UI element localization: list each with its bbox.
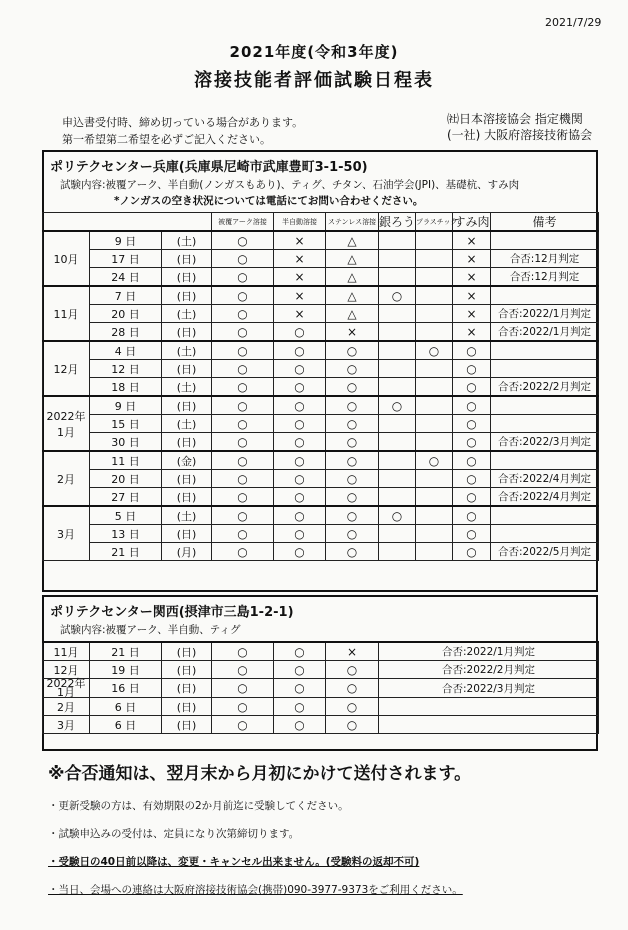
availability-cell: ○ xyxy=(274,525,326,543)
kansai-title: ポリテクセンター関西(摂津市三島1-2-1) xyxy=(50,605,294,620)
hyogo-nongas-note: *ノンガスの空き状況については電話にてお問い合わせください。 xyxy=(114,195,424,207)
availability-cell: ○ xyxy=(379,286,416,305)
day-of-week: (土) xyxy=(162,231,212,250)
header-spacer xyxy=(43,213,212,232)
exam-day: 13 日 xyxy=(90,525,162,543)
column-header: プラスチック xyxy=(416,213,453,232)
availability-cell: × xyxy=(326,323,379,342)
availability-cell xyxy=(416,286,453,305)
availability-cell: ○ xyxy=(453,506,491,525)
table-row xyxy=(43,268,599,287)
availability-cell xyxy=(379,525,416,543)
availability-cell: △ xyxy=(326,231,379,250)
availability-cell: ○ xyxy=(274,323,326,342)
day-of-week: (日) xyxy=(162,250,212,268)
availability-cell xyxy=(379,378,416,397)
availability-cell xyxy=(416,231,453,250)
availability-cell: ○ xyxy=(453,341,491,360)
availability-cell xyxy=(379,470,416,488)
footer-cancellation-note: ・受験日の40日前以降は、変更・キャンセル出来ません。(受験料の返却不可) xyxy=(48,856,420,868)
exam-day: 11 日 xyxy=(90,451,162,470)
footer-contact-note: ・当日、会場への連絡は大阪府溶接技術協会(携帯)090-3977-9373をご利用ください。 xyxy=(48,884,463,896)
availability-cell: ○ xyxy=(326,396,379,415)
remark-cell xyxy=(491,451,599,470)
day-of-week: (日) xyxy=(162,396,212,415)
table-row xyxy=(43,470,599,488)
availability-cell: ○ xyxy=(274,341,326,360)
hyogo-exam-content: 試験内容:被覆アーク、半自動(ノンガスもあり)、ティグ、チタン、石油学会(JPI)、基礎杭、すみ肉 xyxy=(60,179,520,191)
availability-cell: ○ xyxy=(453,378,491,397)
day-of-week: (日) xyxy=(162,642,212,661)
availability-cell: ○ xyxy=(212,642,274,661)
table-row xyxy=(43,323,599,342)
availability-cell: ○ xyxy=(274,488,326,507)
day-of-week: (土) xyxy=(162,378,212,397)
availability-cell: ○ xyxy=(212,305,274,323)
availability-cell: × xyxy=(274,305,326,323)
availability-cell: ○ xyxy=(212,506,274,525)
availability-cell: ○ xyxy=(326,698,379,716)
availability-cell: ○ xyxy=(326,716,379,734)
availability-cell: ○ xyxy=(274,543,326,561)
table-row xyxy=(43,415,599,433)
availability-cell xyxy=(416,250,453,268)
availability-cell: ○ xyxy=(453,433,491,452)
remark-cell: 合否:12月判定 xyxy=(491,250,599,268)
remark-cell xyxy=(491,286,599,305)
exam-day: 27 日 xyxy=(90,488,162,507)
table-row xyxy=(43,286,599,305)
availability-cell: ○ xyxy=(326,470,379,488)
day-of-week: (日) xyxy=(162,433,212,452)
table-row xyxy=(43,716,599,734)
availability-cell xyxy=(379,415,416,433)
remark-cell: 合否:2022/2月判定 xyxy=(491,378,599,397)
availability-cell: ○ xyxy=(274,451,326,470)
day-of-week: (土) xyxy=(162,305,212,323)
availability-cell: ○ xyxy=(453,488,491,507)
day-of-week: (日) xyxy=(162,661,212,679)
remark-cell xyxy=(379,698,599,716)
availability-cell: △ xyxy=(326,250,379,268)
remark-cell xyxy=(491,341,599,360)
day-of-week: (日) xyxy=(162,268,212,287)
availability-cell xyxy=(416,268,453,287)
table-row xyxy=(43,433,599,452)
remark-cell: 合否:2022/5月判定 xyxy=(491,543,599,561)
availability-cell: ○ xyxy=(326,415,379,433)
remark-cell: 合否:2022/1月判定 xyxy=(491,305,599,323)
day-of-week: (日) xyxy=(162,360,212,378)
availability-cell: ○ xyxy=(326,433,379,452)
day-of-week: (月) xyxy=(162,543,212,561)
column-header: 銀ろう xyxy=(379,213,416,232)
availability-cell: ○ xyxy=(212,679,274,698)
exam-day: 4 日 xyxy=(90,341,162,360)
availability-cell xyxy=(416,323,453,342)
remark-cell xyxy=(491,231,599,250)
availability-cell xyxy=(416,360,453,378)
availability-cell: ○ xyxy=(212,661,274,679)
availability-cell xyxy=(416,305,453,323)
day-of-week: (日) xyxy=(162,698,212,716)
availability-cell: ○ xyxy=(416,341,453,360)
availability-cell: × xyxy=(274,250,326,268)
kansai-section xyxy=(42,595,598,751)
document-date: 2021/7/29 xyxy=(545,16,602,29)
availability-cell xyxy=(379,250,416,268)
availability-cell xyxy=(416,506,453,525)
availability-cell: ○ xyxy=(326,360,379,378)
availability-cell: ○ xyxy=(453,543,491,561)
availability-cell: ○ xyxy=(453,470,491,488)
hyogo-section xyxy=(42,150,598,592)
availability-cell xyxy=(416,488,453,507)
hyogo-schedule-table xyxy=(42,212,599,561)
availability-cell: ○ xyxy=(274,679,326,698)
exam-day: 7 日 xyxy=(90,286,162,305)
table-row xyxy=(43,488,599,507)
availability-cell xyxy=(416,543,453,561)
availability-cell: ○ xyxy=(212,525,274,543)
month-label: 12月 xyxy=(43,661,90,679)
exam-day: 24 日 xyxy=(90,268,162,287)
availability-cell: ○ xyxy=(274,642,326,661)
availability-cell: ○ xyxy=(212,488,274,507)
availability-cell: ○ xyxy=(326,488,379,507)
availability-cell xyxy=(379,341,416,360)
exam-day: 5 日 xyxy=(90,506,162,525)
availability-cell: ○ xyxy=(453,415,491,433)
availability-cell: ○ xyxy=(212,716,274,734)
availability-cell: ○ xyxy=(453,451,491,470)
availability-cell: ○ xyxy=(212,341,274,360)
availability-cell: ○ xyxy=(212,378,274,397)
availability-cell: ○ xyxy=(274,360,326,378)
table-row xyxy=(43,451,599,470)
table-row xyxy=(43,378,599,397)
table-row xyxy=(43,396,599,415)
footer-renewal-note: ・更新受験の方は、有効期限の2か月前迄に受験してください。 xyxy=(48,800,349,812)
footer-deadline-note: ・試験申込みの受付は、定員になり次第締切ります。 xyxy=(48,828,300,840)
availability-cell: ○ xyxy=(379,396,416,415)
column-header: 備考 xyxy=(491,213,599,232)
hyogo-title: ポリテクセンター兵庫(兵庫県尼崎市武庫豊町3-1-50) xyxy=(50,160,368,175)
availability-cell xyxy=(416,396,453,415)
table-row xyxy=(43,231,599,250)
organization-line-1: ㈳日本溶接協会 指定機関 xyxy=(447,112,583,126)
remark-cell: 合否:2022/3月判定 xyxy=(379,679,599,698)
availability-cell: × xyxy=(453,268,491,287)
day-of-week: (日) xyxy=(162,286,212,305)
availability-cell: ○ xyxy=(274,396,326,415)
availability-cell xyxy=(379,360,416,378)
column-header: 半自動溶接 xyxy=(274,213,326,232)
availability-cell: × xyxy=(274,231,326,250)
exam-day: 21 日 xyxy=(90,543,162,561)
availability-cell: ○ xyxy=(212,268,274,287)
result-notice: ※合否通知は、翌月末から月初にかけて送付されます。 xyxy=(48,764,472,784)
remark-cell xyxy=(491,525,599,543)
availability-cell: ○ xyxy=(212,231,274,250)
availability-cell: ○ xyxy=(326,679,379,698)
kansai-exam-content: 試験内容:被覆アーク、半自動、ティグ xyxy=(60,624,241,636)
availability-cell: × xyxy=(453,231,491,250)
availability-cell: × xyxy=(274,286,326,305)
availability-cell: ○ xyxy=(274,470,326,488)
availability-cell: ○ xyxy=(379,506,416,525)
availability-cell xyxy=(379,451,416,470)
exam-day: 9 日 xyxy=(90,231,162,250)
kansai-schedule-table xyxy=(42,641,599,734)
exam-day: 16 日 xyxy=(90,679,162,698)
column-header: ステンレス溶接 xyxy=(326,213,379,232)
remark-cell xyxy=(491,396,599,415)
day-of-week: (日) xyxy=(162,470,212,488)
day-of-week: (土) xyxy=(162,506,212,525)
month-label: 10月 xyxy=(43,231,90,286)
availability-cell: ○ xyxy=(453,525,491,543)
availability-cell xyxy=(379,433,416,452)
exam-day: 6 日 xyxy=(90,716,162,734)
table-row xyxy=(43,698,599,716)
remark-cell: 合否:2022/3月判定 xyxy=(491,433,599,452)
table-row xyxy=(43,661,599,679)
availability-cell xyxy=(416,378,453,397)
availability-cell xyxy=(416,415,453,433)
day-of-week: (日) xyxy=(162,323,212,342)
exam-day: 12 日 xyxy=(90,360,162,378)
availability-cell: ○ xyxy=(274,415,326,433)
availability-cell: ○ xyxy=(212,286,274,305)
month-label: 2022年 1月 xyxy=(43,396,90,451)
exam-day: 20 日 xyxy=(90,305,162,323)
day-of-week: (日) xyxy=(162,525,212,543)
exam-day: 28 日 xyxy=(90,323,162,342)
table-row xyxy=(43,341,599,360)
application-note-1: 申込書受付時、締め切っている場合があります。 xyxy=(62,116,304,129)
table-row xyxy=(43,679,599,698)
availability-cell: △ xyxy=(326,286,379,305)
column-header: すみ肉 xyxy=(453,213,491,232)
availability-cell: ○ xyxy=(326,506,379,525)
table-row xyxy=(43,250,599,268)
availability-cell: ○ xyxy=(326,543,379,561)
remark-cell xyxy=(491,506,599,525)
availability-cell: ○ xyxy=(326,378,379,397)
column-header: 被覆アーク溶接 xyxy=(212,213,274,232)
month-label: 11月 xyxy=(43,286,90,341)
availability-cell: ○ xyxy=(212,396,274,415)
application-note-2: 第一希望第二希望を必ずご記入ください。 xyxy=(62,133,271,146)
day-of-week: (日) xyxy=(162,716,212,734)
remark-cell xyxy=(379,716,599,734)
availability-cell xyxy=(379,543,416,561)
availability-cell: △ xyxy=(326,305,379,323)
availability-cell: ○ xyxy=(274,433,326,452)
availability-cell: ○ xyxy=(274,506,326,525)
availability-cell xyxy=(379,488,416,507)
availability-cell: ○ xyxy=(212,415,274,433)
table-row xyxy=(43,642,599,661)
exam-day: 9 日 xyxy=(90,396,162,415)
exam-day: 6 日 xyxy=(90,698,162,716)
month-label: 3月 xyxy=(43,716,90,734)
exam-day: 18 日 xyxy=(90,378,162,397)
day-of-week: (日) xyxy=(162,679,212,698)
availability-cell: ○ xyxy=(453,396,491,415)
table-row xyxy=(43,360,599,378)
availability-cell xyxy=(379,231,416,250)
month-label: 3月 xyxy=(43,506,90,561)
remark-cell: 合否:12月判定 xyxy=(491,268,599,287)
remark-cell: 合否:2022/4月判定 xyxy=(491,470,599,488)
month-label: 12月 xyxy=(43,341,90,396)
availability-cell: ○ xyxy=(212,433,274,452)
remark-cell: 合否:2022/4月判定 xyxy=(491,488,599,507)
availability-cell: × xyxy=(274,268,326,287)
day-of-week: (日) xyxy=(162,488,212,507)
exam-day: 21 日 xyxy=(90,642,162,661)
page-title: 溶接技能者評価試験日程表 xyxy=(194,70,434,91)
availability-cell xyxy=(416,525,453,543)
availability-cell: × xyxy=(453,323,491,342)
table-row xyxy=(43,525,599,543)
exam-day: 19 日 xyxy=(90,661,162,679)
exam-day: 30 日 xyxy=(90,433,162,452)
availability-cell: × xyxy=(453,250,491,268)
exam-day: 20 日 xyxy=(90,470,162,488)
availability-cell: × xyxy=(326,642,379,661)
availability-cell: ○ xyxy=(274,698,326,716)
availability-cell: ○ xyxy=(274,716,326,734)
availability-cell: ○ xyxy=(212,250,274,268)
table-header-row xyxy=(43,213,599,232)
day-of-week: (土) xyxy=(162,341,212,360)
availability-cell: × xyxy=(453,286,491,305)
availability-cell: ○ xyxy=(326,525,379,543)
remark-cell: 合否:2022/1月判定 xyxy=(379,642,599,661)
remark-cell xyxy=(491,415,599,433)
month-label: 2022年 1月 xyxy=(43,679,90,698)
availability-cell: ○ xyxy=(212,360,274,378)
remark-cell: 合否:2022/1月判定 xyxy=(491,323,599,342)
month-label: 2月 xyxy=(43,698,90,716)
availability-cell: △ xyxy=(326,268,379,287)
availability-cell: ○ xyxy=(453,360,491,378)
availability-cell xyxy=(379,268,416,287)
exam-day: 15 日 xyxy=(90,415,162,433)
availability-cell: ○ xyxy=(274,378,326,397)
exam-day: 17 日 xyxy=(90,250,162,268)
remark-cell xyxy=(491,360,599,378)
availability-cell: ○ xyxy=(212,451,274,470)
remark-cell: 合否:2022/2月判定 xyxy=(379,661,599,679)
day-of-week: (金) xyxy=(162,451,212,470)
availability-cell: ○ xyxy=(212,543,274,561)
month-label: 2月 xyxy=(43,451,90,506)
table-row xyxy=(43,305,599,323)
availability-cell xyxy=(416,433,453,452)
availability-cell: ○ xyxy=(326,661,379,679)
availability-cell: ○ xyxy=(212,323,274,342)
table-row xyxy=(43,543,599,561)
availability-cell: ○ xyxy=(274,661,326,679)
availability-cell xyxy=(379,305,416,323)
availability-cell xyxy=(379,323,416,342)
day-of-week: (土) xyxy=(162,415,212,433)
availability-cell: ○ xyxy=(416,451,453,470)
availability-cell xyxy=(416,470,453,488)
availability-cell: ○ xyxy=(326,341,379,360)
table-row xyxy=(43,506,599,525)
availability-cell: ○ xyxy=(212,698,274,716)
availability-cell: × xyxy=(453,305,491,323)
organization-line-2: (一社) 大阪府溶接技術協会 xyxy=(447,128,593,142)
month-label: 11月 xyxy=(43,642,90,661)
availability-cell: ○ xyxy=(212,470,274,488)
title-year: 2021年度(令和3年度) xyxy=(229,43,399,61)
availability-cell: ○ xyxy=(326,451,379,470)
